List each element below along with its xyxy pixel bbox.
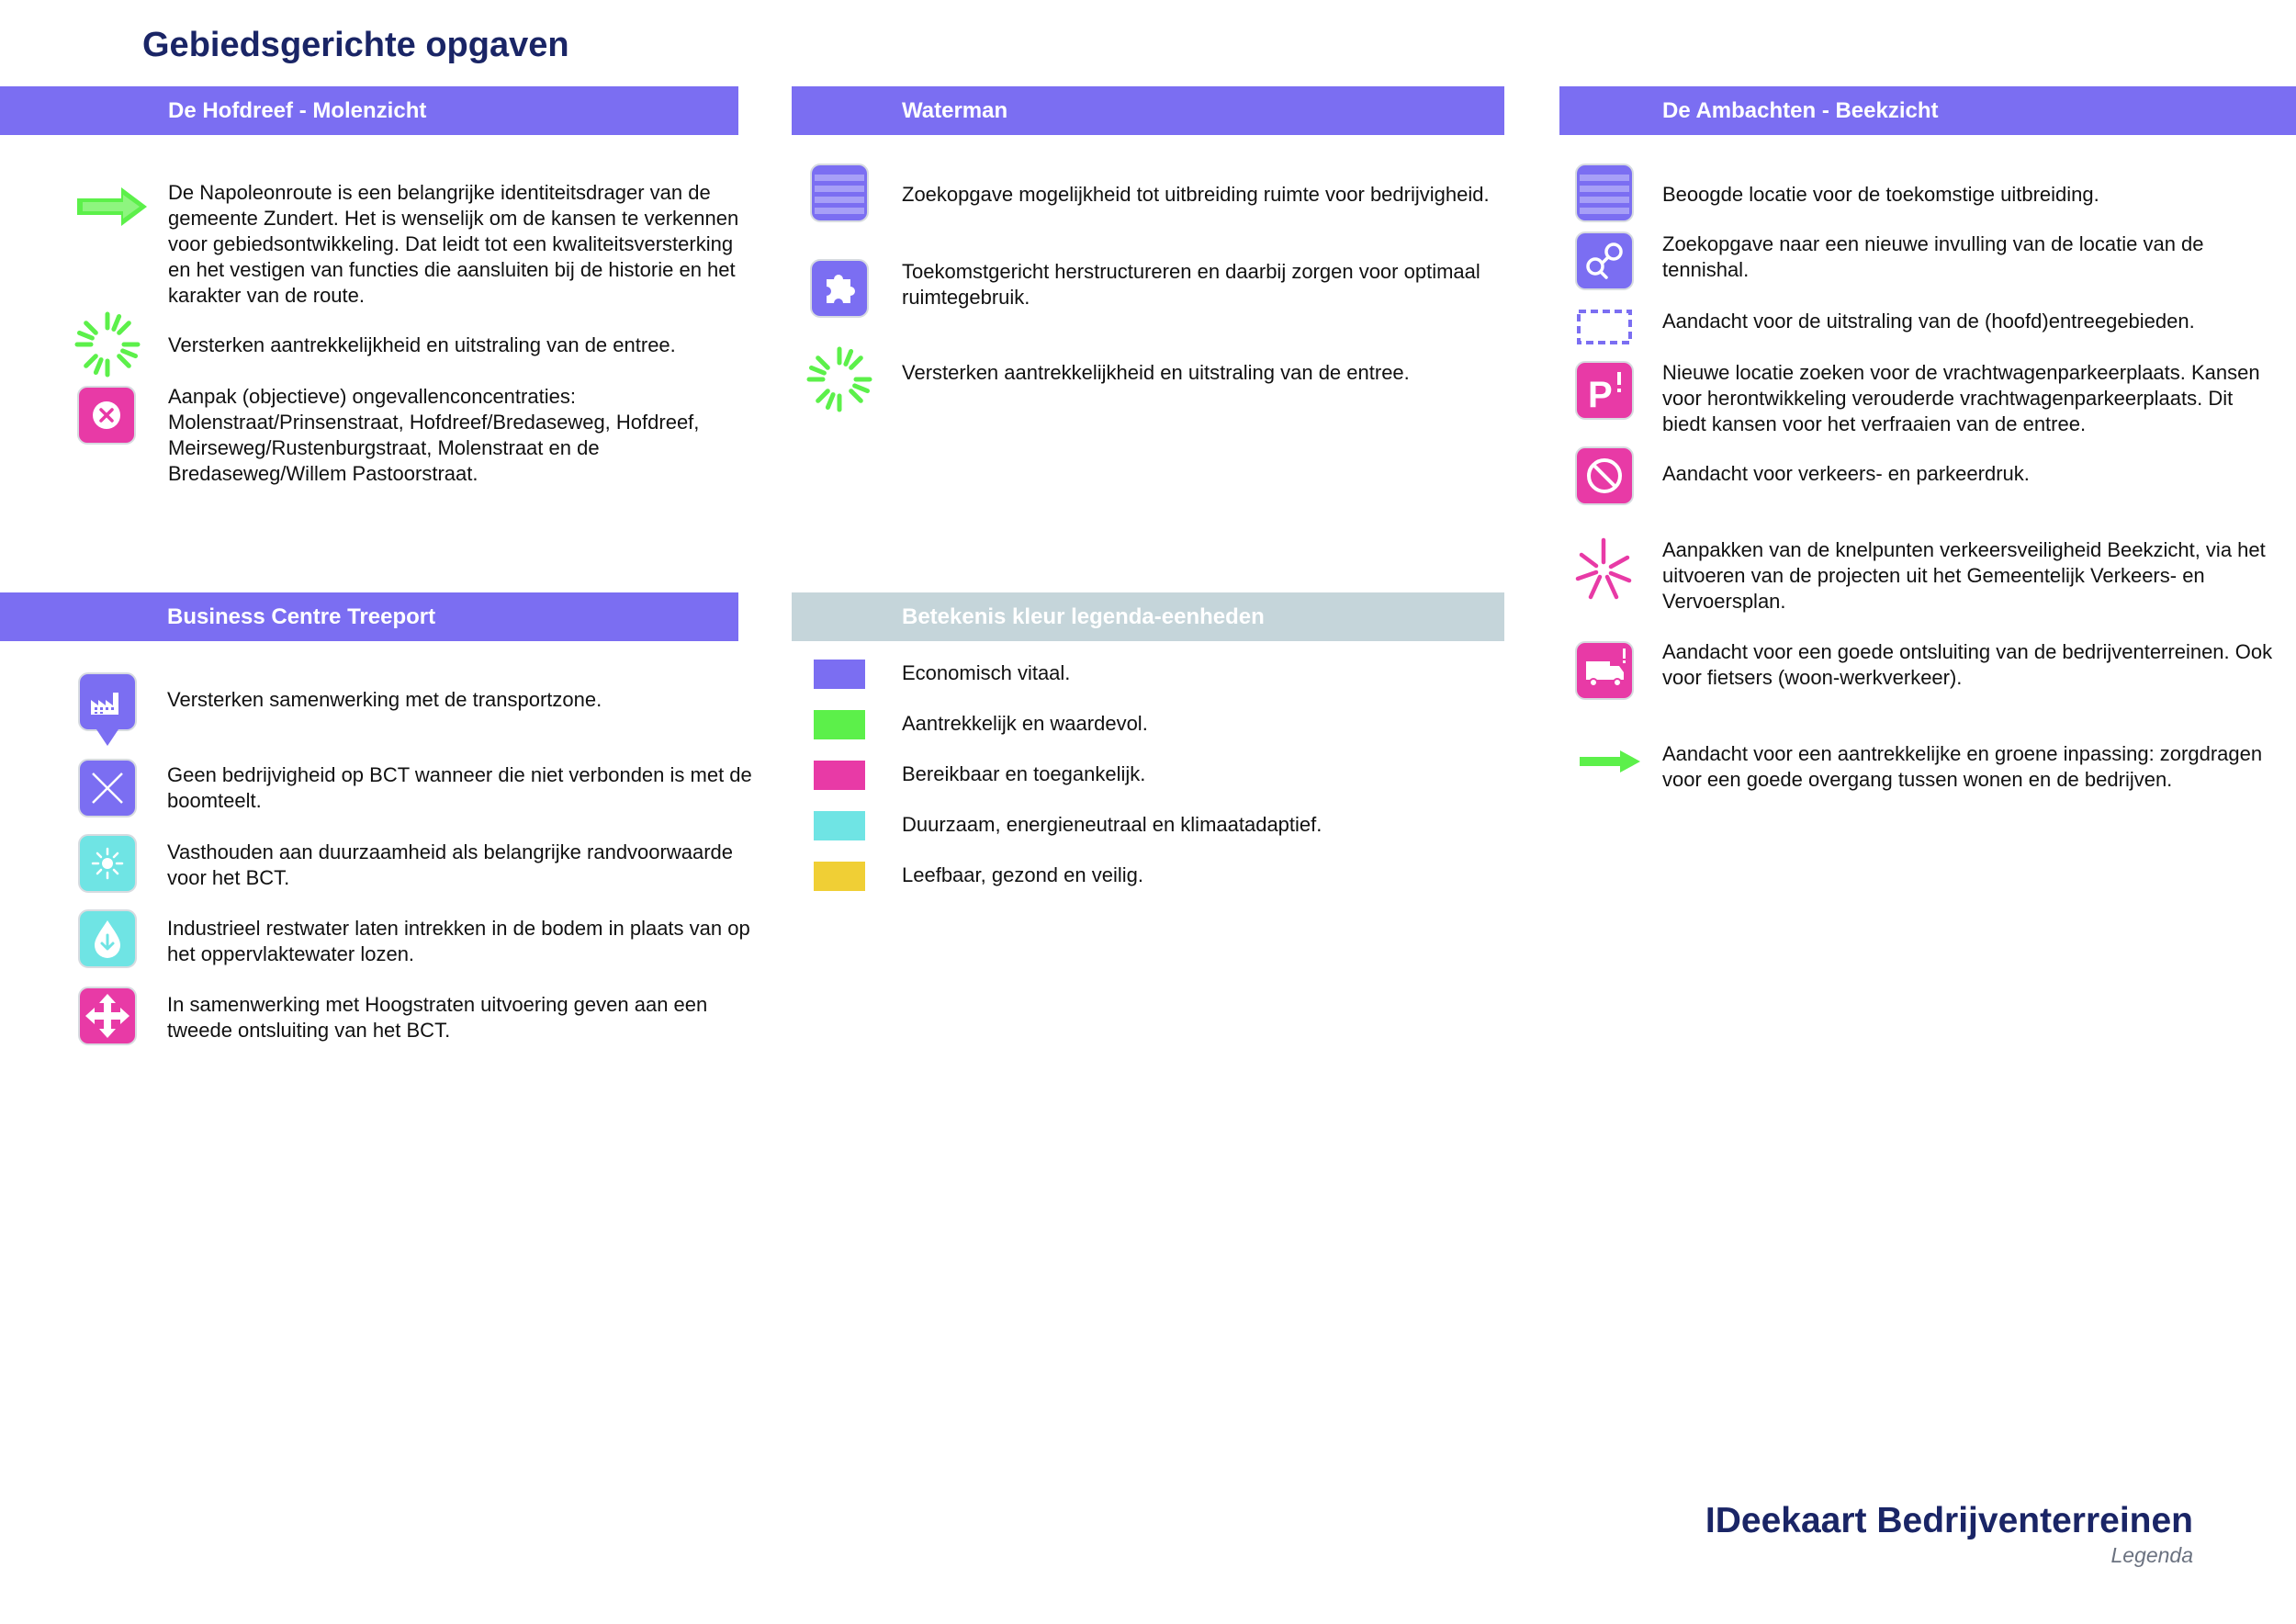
waterman-item-2-text: Toekomstgericht herstructureren en daarbij zorgen voor optimaal ruimtegebruik. <box>902 260 1480 309</box>
legend-swatch-purple <box>814 660 865 689</box>
cyan-water-drop-icon <box>78 909 137 968</box>
green-burst-icon <box>73 310 141 378</box>
ambachten-item-7-text: Aandacht voor een goede ontsluiting van de bedrijventerreinen. Ook voor fietsers (woon-werkverkeer). <box>1662 640 2273 689</box>
legend-item-4-text: Duurzaam, energieneutraal en klimaatadaptief. <box>902 813 1322 836</box>
purple-stripes-icon <box>1575 164 1634 222</box>
green-burst-icon <box>805 345 873 413</box>
treeport-item-1-text: Versterken samenwerking met de transportzone. <box>167 688 602 711</box>
waterman-item-1-text: Zoekopgave mogelijkheid tot uitbreiding ruimte voor bedrijvigheid. <box>902 183 1490 206</box>
magenta-no-entry-icon <box>1575 446 1634 505</box>
section-header-waterman: Waterman <box>792 86 1504 135</box>
hofdreef-item-3-text: Aanpak (objectieve) ongevallenconcentraties: Molenstraat/Prinsenstraat, Hofdreef/Bredaseweg, Hofdreef, Meirseweg/Rustenburgstraat, Molenstraat en de Bredaseweg/Willem Pastoorstraat. <box>168 385 700 485</box>
footer-subtitle: Legenda <box>2110 1543 2193 1567</box>
magenta-truck-icon <box>1575 641 1634 700</box>
legend-swatch-magenta <box>814 761 865 790</box>
green-arrow-icon <box>75 186 149 228</box>
section-header-ambachten: De Ambachten - Beekzicht <box>1559 86 2296 135</box>
green-small-arrow-icon <box>1578 750 1642 773</box>
waterman-item-3-text: Versterken aantrekkelijkheid en uitstraling van de entree. <box>902 361 1410 384</box>
cyan-sun-icon <box>78 834 137 893</box>
purple-stripes-icon <box>810 164 869 222</box>
ambachten-item-3-text: Aandacht voor de uitstraling van de (hoofd)entreegebieden. <box>1662 310 2195 333</box>
legend-swatch-yellow <box>814 862 865 891</box>
ambachten-item-4-text: Nieuwe locatie zoeken voor de vrachtwagenparkeerplaats. Kansen voor herontwikkeling verouderde vrachtwagenparkeerplaats. Dit biedt kansen voor het verfraaien van de entree. <box>1662 361 2260 435</box>
legend-item-3-text: Bereikbaar en toegankelijk. <box>902 762 1146 785</box>
ambachten-item-1-text: Beoogde locatie voor de toekomstige uitbreiding. <box>1662 183 2099 206</box>
purple-puzzle-icon <box>810 259 869 318</box>
dashed-rectangle-icon <box>1576 309 1633 345</box>
section-header-legend: Betekenis kleur legenda-eenheden <box>792 592 1504 641</box>
hofdreef-item-1-text: De Napoleonroute is een belangrijke identiteitsdrager van de gemeente Zundert. Het is wenselijk om de kansen te verkennen voor gebiedsontwikkeling. Dat leidt tot een kwaliteitsversterking en het vestigen van functies die aansluiten bij de historie en het karakter van de route. <box>168 181 739 307</box>
legend-swatch-green <box>814 710 865 739</box>
legend-item-5-text: Leefbaar, gezond en veilig. <box>902 863 1143 886</box>
page-title: Gebiedsgerichte opgaven <box>142 26 569 64</box>
footer-title: IDeekaart Bedrijventerreinen <box>1705 1501 2193 1540</box>
legend-item-1-text: Economisch vitaal. <box>902 661 1071 684</box>
treeport-item-5-text: In samenwerking met Hoogstraten uitvoering geven aan een tweede ontsluiting van het BCT. <box>167 993 708 1042</box>
treeport-item-2-text: Geen bedrijvigheid op BCT wanneer die niet verbonden is met de boomteelt. <box>167 763 752 812</box>
ambachten-item-2-text: Zoekopgave naar een nieuwe invulling van de locatie van de tennishal. <box>1662 232 2204 281</box>
magenta-arrows-icon <box>78 987 137 1045</box>
treeport-item-4-text: Industrieel restwater laten intrekken in de bodem in plaats van op het oppervlaktewater lozen. <box>167 917 750 965</box>
treeport-item-3-text: Vasthouden aan duurzaamheid als belangrijke randvoorwaarde voor het BCT. <box>167 840 733 889</box>
purple-cross-icon <box>78 759 137 818</box>
section-header-treeport: Business Centre Treeport <box>0 592 738 641</box>
ambachten-item-6-text: Aanpakken van de knelpunten verkeersveiligheid Beekzicht, via het uitvoeren van de projecten uit het Gemeentelijk Verkeers- en Vervoersplan. <box>1662 538 2266 613</box>
ambachten-item-8-text: Aandacht voor een aantrekkelijke en groene inpassing: zorgdragen voor een goede overgang tussen wonen en de bedrijven. <box>1662 742 2263 791</box>
hofdreef-item-2-text: Versterken aantrekkelijkheid en uitstraling van de entree. <box>168 333 676 356</box>
magenta-parking-icon <box>1575 361 1634 420</box>
legend-item-2-text: Aantrekkelijk en waardevol. <box>902 712 1148 735</box>
ambachten-item-5-text: Aandacht voor verkeers- en parkeerdruk. <box>1662 462 2030 485</box>
magenta-x-circle-icon <box>77 386 136 445</box>
svg-text:P: P <box>1588 375 1613 415</box>
purple-factory-pin-icon <box>78 672 137 750</box>
legend-swatch-cyan <box>814 811 865 840</box>
purple-search-icon <box>1575 231 1634 290</box>
section-header-hofdreef: De Hofdreef - Molenzicht <box>0 86 738 135</box>
magenta-burst-icon <box>1570 536 1637 603</box>
